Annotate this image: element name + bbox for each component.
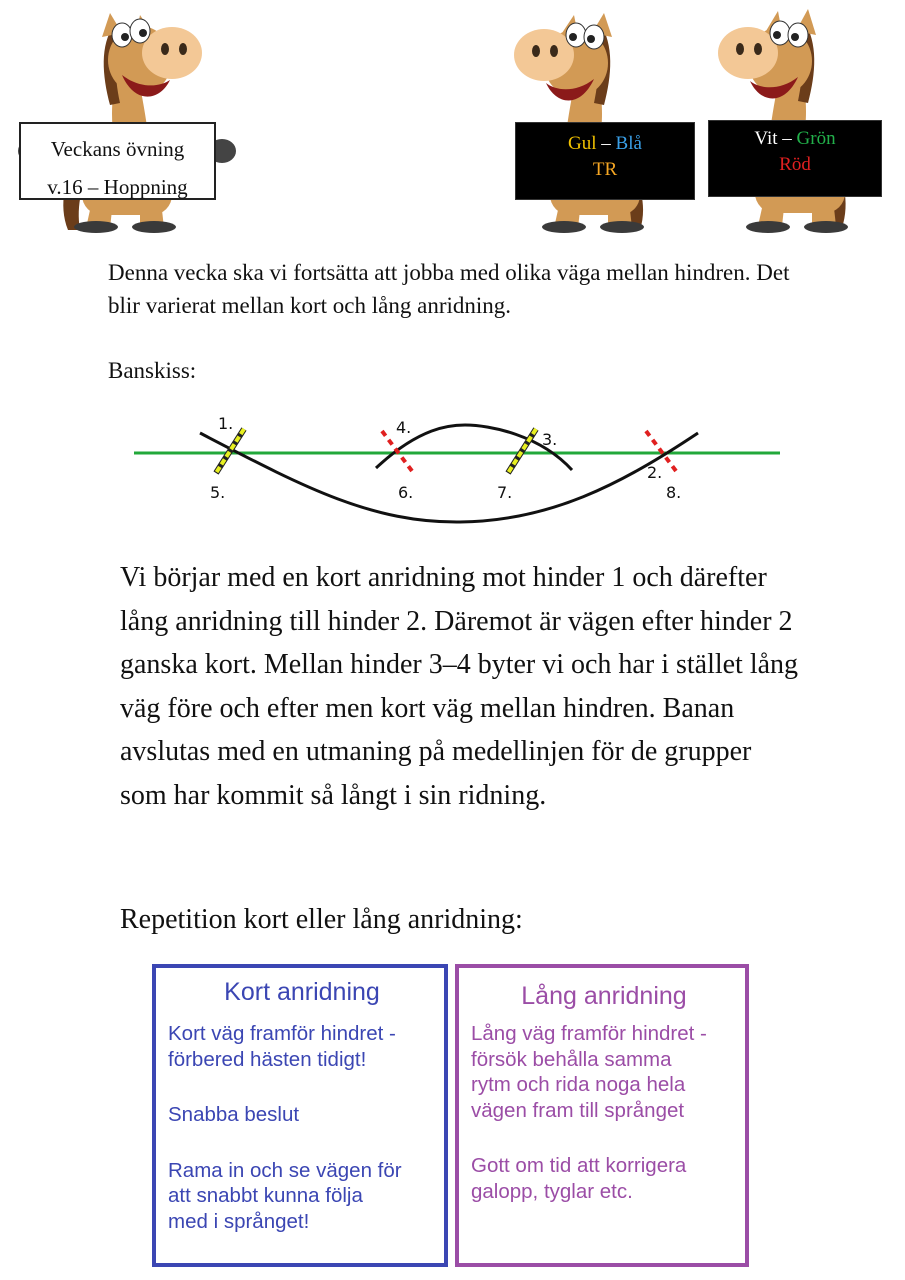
course-sketch-label: Banskiss: xyxy=(108,358,197,383)
kort-anridning-box xyxy=(152,964,448,1267)
lang-anridning-title: Lång anridning xyxy=(521,982,687,1010)
sign-line-2 xyxy=(516,157,694,183)
sign-text-part: Blå xyxy=(615,133,642,154)
sign-line-1 xyxy=(709,126,881,152)
description-paragraph: Vi börjar med en kort anridning mot hinder 1 och därefter lång anridning till hinder 2. Däremot är vägen efter hinder 2 ganska kort. Mellan hinder 3–4 byter vi och har i stället lång väg före och efter men kort väg mellan hindren. Banan avslutas med en utmaning på medellinjen för de grupper som har kommit så långt i sin ridning. xyxy=(120,562,799,811)
sign-groups-vit-gron-rod xyxy=(708,120,882,197)
sign-text-part: Grön xyxy=(796,128,836,149)
sign-line-2 xyxy=(21,168,214,206)
sign-text-part: Veckans övning xyxy=(50,137,185,161)
sign-text-part: Vit xyxy=(754,128,778,149)
sign-line-1 xyxy=(516,131,694,157)
kort-item-1: Kort väg framför hindret - förbered hästen tidigt! xyxy=(168,1022,396,1071)
track-long-curve xyxy=(200,433,698,522)
kort-item-3: Rama in och se vägen för att snabbt kunna följa med i språnget! xyxy=(168,1158,402,1233)
label-jump-5: 5. xyxy=(210,483,226,502)
jump-4-pole xyxy=(382,431,412,471)
kort-anridning-title: Kort anridning xyxy=(224,978,380,1006)
sign-text-part: v.16 – Hoppning xyxy=(47,175,188,199)
label-jump-4: 4. xyxy=(396,418,412,437)
label-jump-8: 8. xyxy=(666,483,682,502)
sign-text-part: – xyxy=(596,133,616,154)
kort-item-2: Snabba beslut xyxy=(168,1103,300,1126)
sign-groups-gul-bla-tr xyxy=(515,122,695,200)
horse-cartoon-right xyxy=(700,3,905,233)
label-jump-7: 7. xyxy=(497,483,513,502)
label-jump-2: 2. xyxy=(647,463,663,482)
sign-text-part: – xyxy=(777,128,797,149)
lang-item-1: Lång väg framför hindret - försök behålla samma rytm och rida noga hela vägen fram till språnget xyxy=(471,1022,707,1122)
repetition-heading: Repetition kort eller lång anridning: xyxy=(120,904,523,935)
jump-1-pole xyxy=(216,429,244,473)
sign-weekly-exercise xyxy=(19,122,216,200)
sign-line-2 xyxy=(709,152,881,178)
label-jump-1: 1. xyxy=(218,414,234,433)
sign-line-1 xyxy=(21,130,214,168)
lang-anridning-box xyxy=(455,964,749,1267)
intro-paragraph: Denna vecka ska vi fortsätta att jobba med olika väga mellan hindren. Det blir varierat mellan kort och lång anridning. xyxy=(108,260,790,318)
sign-text-part: Röd xyxy=(779,154,811,175)
lang-item-2: Gott om tid att korrigera galopp, tyglar etc. xyxy=(471,1154,687,1203)
label-jump-6: 6. xyxy=(398,483,414,502)
sign-text-part: Gul xyxy=(568,133,597,154)
course-sketch-diagram xyxy=(120,405,785,530)
label-jump-3: 3. xyxy=(542,430,558,449)
sign-text-part: TR xyxy=(592,159,618,180)
